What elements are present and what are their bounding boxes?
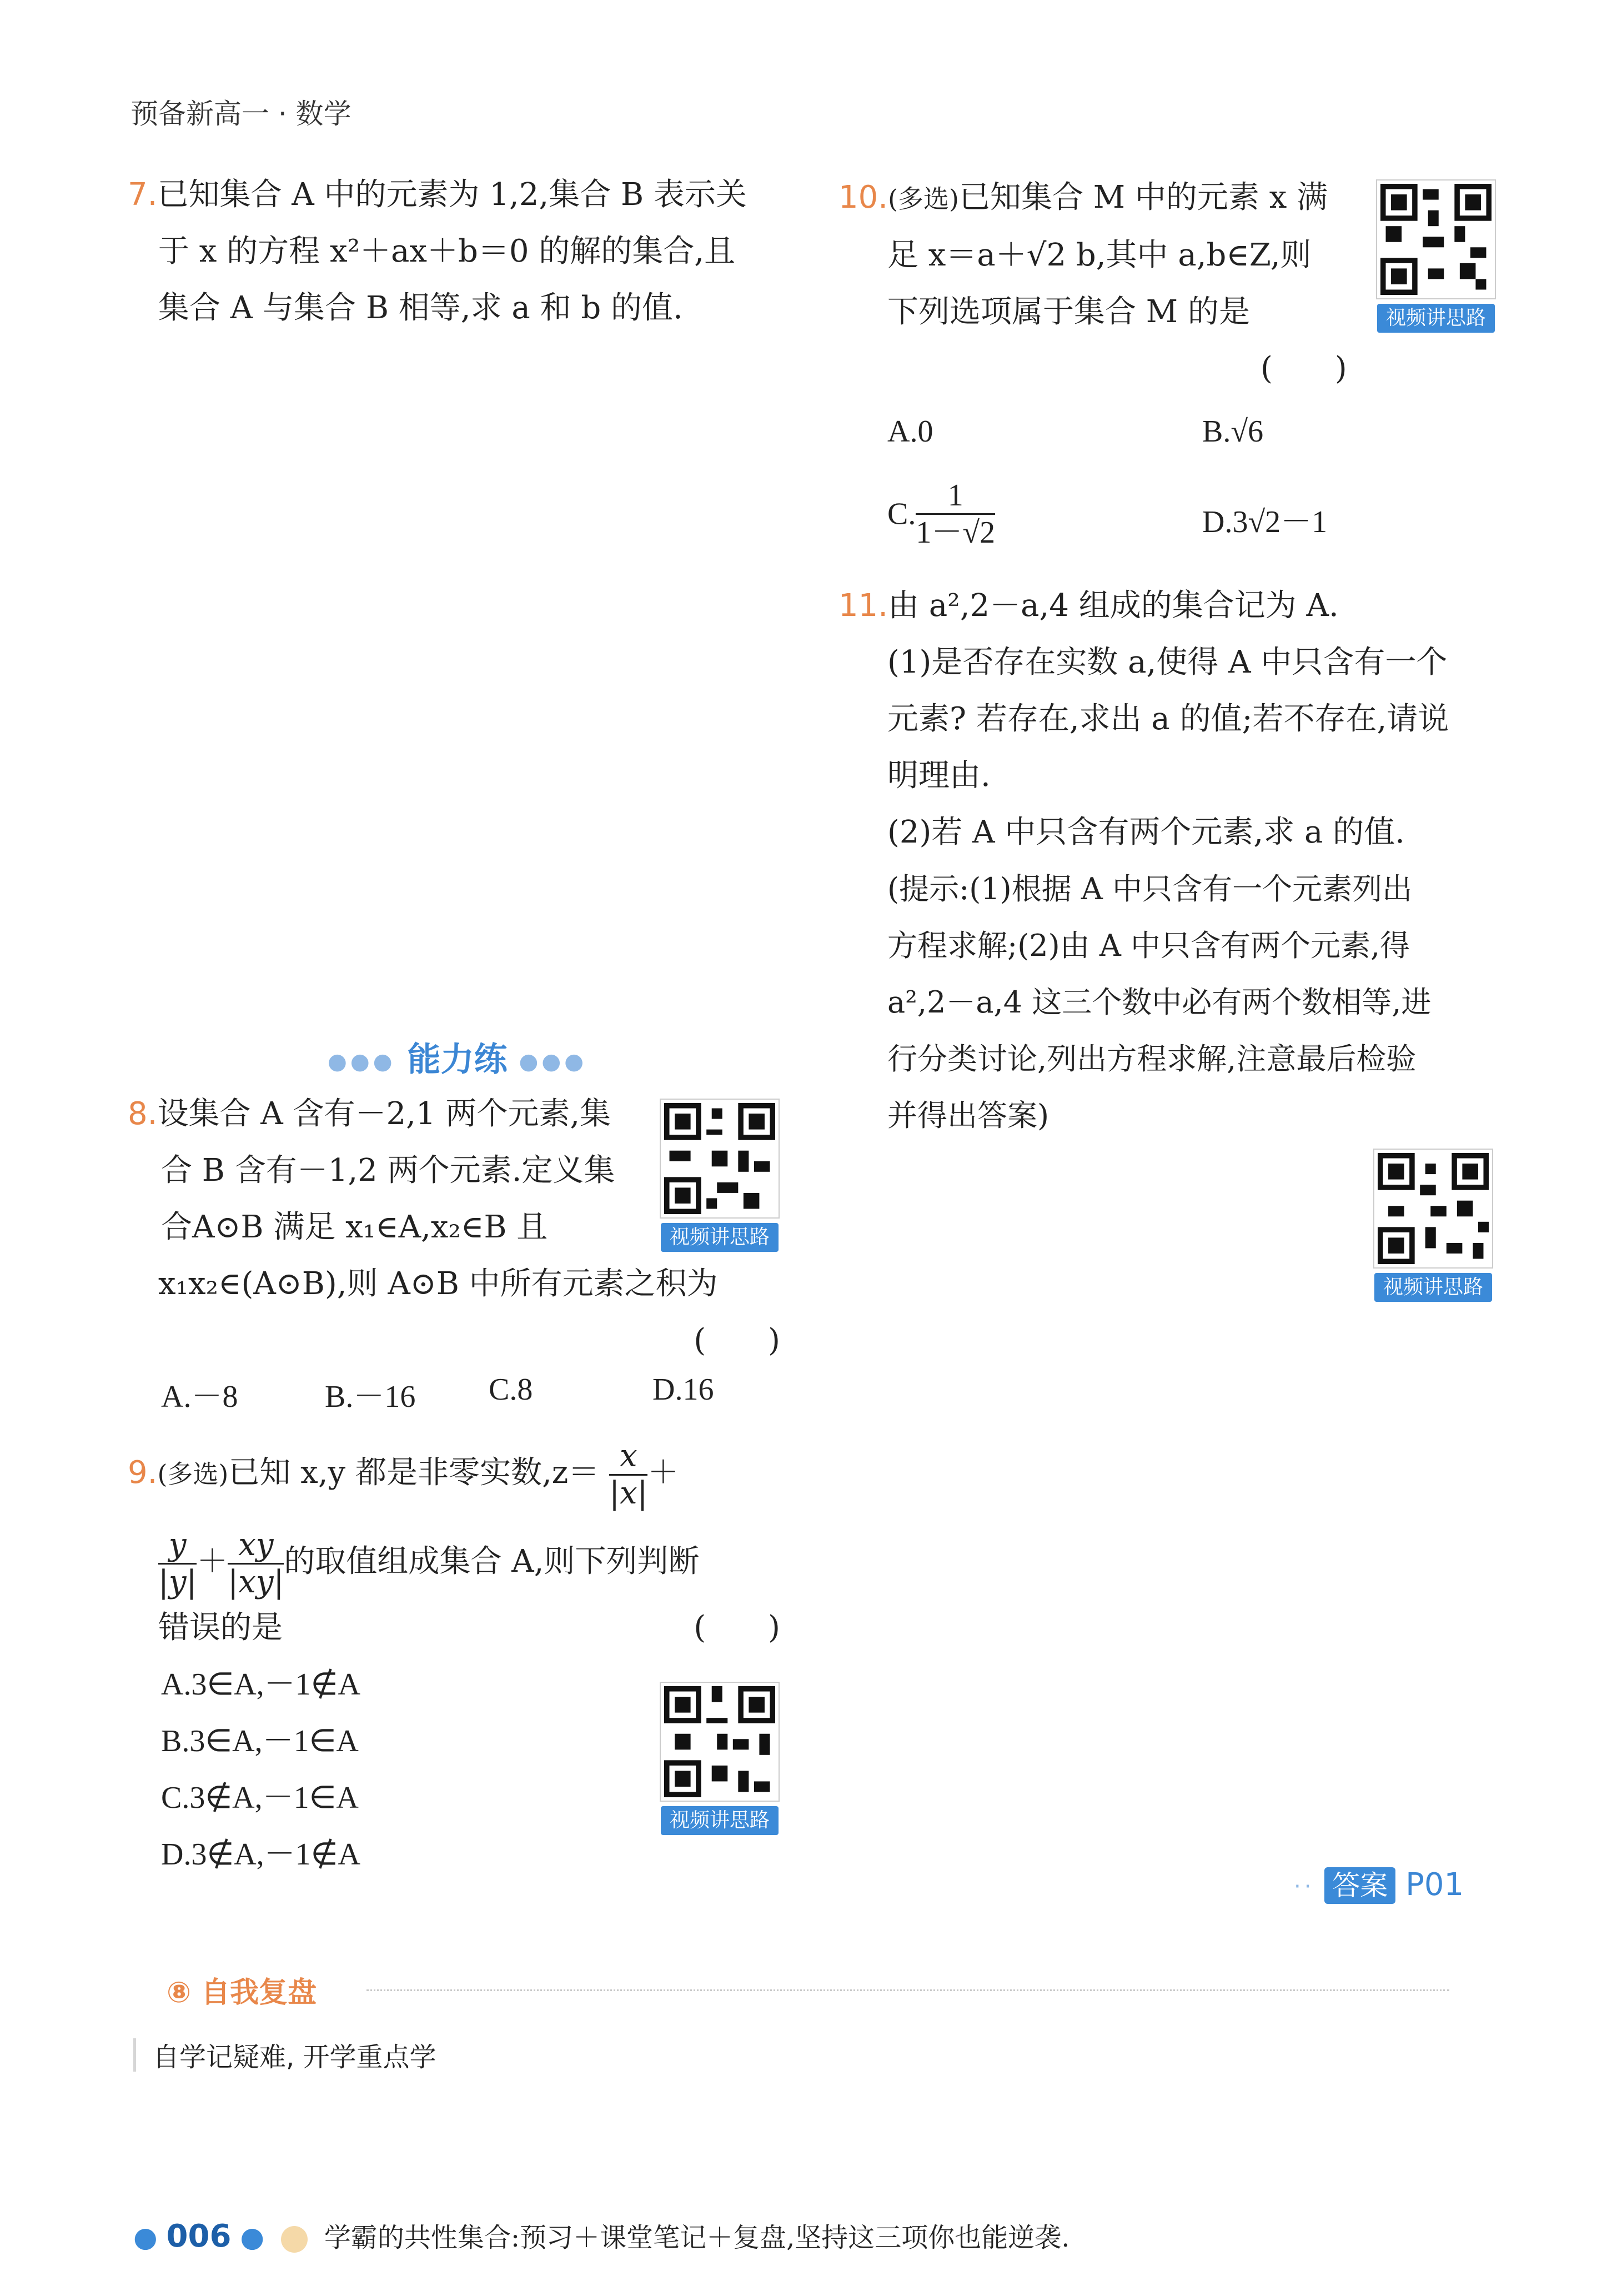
footer-tip: 学霸的共性集合:预习＋课堂笔记＋复盘,坚持这三项你也能逆袭.	[324, 2222, 1070, 2253]
multi-select-tag: (多选)	[157, 1459, 229, 1489]
decor-dots: ●●●	[519, 1049, 587, 1075]
section-title-text: 能力练	[407, 1040, 508, 1079]
fraction: $\frac{xy}{|xy|}$	[228, 1527, 284, 1600]
qr-code-icon	[661, 1683, 779, 1801]
plus-sign: ＋	[647, 1455, 679, 1491]
question-text: 的取值组成集合 A,则下列判断	[284, 1543, 700, 1580]
question-number: 10.	[838, 179, 888, 215]
answer-page: P01	[1405, 1867, 1464, 1903]
question-text: 设集合 A 含有－2,1 两个元素,集	[157, 1096, 611, 1132]
question-number: 11.	[838, 588, 888, 624]
question-text: 由 a²,2－a,4 组成的集合记为 A.	[888, 588, 1339, 624]
question-text: 合A⊙B 满足 x₁∈A,x₂∈B 且	[161, 1209, 548, 1245]
qr-caption: 视频讲思路	[661, 1223, 779, 1252]
option-d[interactable]: D.16	[652, 1372, 714, 1407]
hint-text: 方程求解;(2)由 A 中只含有两个元素,得	[887, 928, 1410, 963]
question-text: 错误的是	[158, 1610, 283, 1646]
review-title: ⑧ 自我复盘	[167, 1976, 317, 2009]
option-label: C.	[887, 497, 916, 532]
qr-code-icon	[1374, 1150, 1492, 1267]
review-subtitle: 自学记疑难, 开学重点学	[153, 2042, 436, 2073]
question-text: 于 x 的方程 x²＋ax＋b＝0 的解的集合,且	[158, 233, 736, 269]
question-text: 明理由.	[887, 758, 991, 794]
answer-paren: ( )	[694, 1610, 780, 1646]
fraction: $\frac{y}{|y|}$	[158, 1527, 197, 1600]
qr-caption: 视频讲思路	[661, 1806, 779, 1835]
option-a[interactable]: A.－8	[161, 1380, 238, 1414]
qr-code-video[interactable]	[661, 1100, 777, 1249]
qr-code-video[interactable]	[661, 1683, 777, 1832]
section-title	[328, 1033, 587, 1081]
answer-paren: ( )	[694, 1322, 780, 1358]
qr-code-video[interactable]	[1374, 1150, 1491, 1299]
option-b[interactable]: B.－16	[325, 1380, 416, 1414]
question-number: 7.	[128, 177, 158, 213]
qr-code-video[interactable]	[1377, 181, 1494, 329]
question-text: (1)是否存在实数 a,使得 A 中只含有一个	[887, 644, 1448, 680]
qr-code-icon	[661, 1100, 779, 1217]
decor-dot: ●	[240, 2221, 264, 2253]
multi-select-tag: (多选)	[888, 184, 959, 214]
qr-code-icon	[1377, 181, 1495, 298]
qr-caption: 视频讲思路	[1374, 1273, 1492, 1302]
plus-sign: ＋	[197, 1543, 228, 1580]
lightbulb-icon	[281, 2226, 308, 2253]
option-b[interactable]: B.3∈A,－1∈A	[161, 1724, 359, 1758]
decor-dot: ●	[133, 2221, 158, 2253]
question-text: 足 x＝a＋√2 b,其中 a,b∈Z,则	[887, 237, 1312, 273]
answer-paren: ( )	[1261, 350, 1347, 387]
question-text: 元素? 若存在,求出 a 的值;若不存在,请说	[887, 701, 1449, 737]
question-text: (2)若 A 中只含有两个元素,求 a 的值.	[887, 814, 1405, 850]
qr-caption: 视频讲思路	[1377, 304, 1495, 333]
question-number: 8.	[128, 1096, 158, 1132]
question-text: 合 B 含有－1,2 两个元素.定义集	[161, 1152, 615, 1189]
option-c[interactable]: C.8	[489, 1372, 533, 1407]
option-d[interactable]: D.3√2－1	[1202, 505, 1328, 539]
hint-text: 并得出答案)	[887, 1098, 1049, 1133]
hint-text: 行分类讨论,列出方程求解,注意最后检验	[887, 1041, 1417, 1076]
hint-text: a²,2－a,4 这三个数中必有两个数相等,进	[887, 985, 1432, 1020]
option-c[interactable]	[887, 478, 995, 550]
option-c[interactable]: C.3∉A,－1∈A	[161, 1781, 359, 1815]
question-text: 已知集合 M 中的元素 x 满	[958, 179, 1328, 215]
option-d[interactable]: D.3∉A,－1∉A	[161, 1837, 360, 1872]
question-11	[838, 578, 1521, 1144]
answer-badge: 答案	[1324, 1867, 1395, 1904]
question-7	[128, 167, 794, 337]
answer-reference	[1294, 1863, 1464, 1903]
page-number: 006	[166, 2218, 232, 2254]
fraction: $\frac{1}{1-√2}$	[916, 478, 996, 550]
question-text: 集合 A 与集合 B 相等,求 a 和 b 的值.	[158, 290, 683, 326]
fraction: $\frac{x}{|x|}$	[609, 1438, 648, 1511]
hint-text: (提示:(1)根据 A 中只含有一个元素列出	[887, 871, 1413, 906]
page-footer	[133, 2216, 1070, 2254]
question-number: 9.	[128, 1455, 158, 1491]
page-header: 预备新高一 · 数学	[130, 98, 351, 130]
question-text: 已知集合 A 中的元素为 1,2,集合 B 表示关	[157, 177, 747, 213]
divider	[366, 1989, 1449, 1991]
decor-dots: ●●●	[328, 1049, 396, 1075]
question-text: 下列选项属于集合 M 的是	[887, 294, 1250, 330]
option-b[interactable]: B.√6	[1202, 414, 1264, 449]
question-text: x₁x₂∈(A⊙B),则 A⊙B 中所有元素之积为	[158, 1266, 718, 1302]
option-a[interactable]: A.3∈A,－1∉A	[161, 1667, 360, 1702]
question-text: 已知 x,y 都是非零实数,z＝	[228, 1455, 600, 1491]
review-bar	[133, 2038, 136, 2072]
option-a[interactable]: A.0	[887, 414, 933, 449]
decor-dots: ··	[1294, 1873, 1315, 1899]
